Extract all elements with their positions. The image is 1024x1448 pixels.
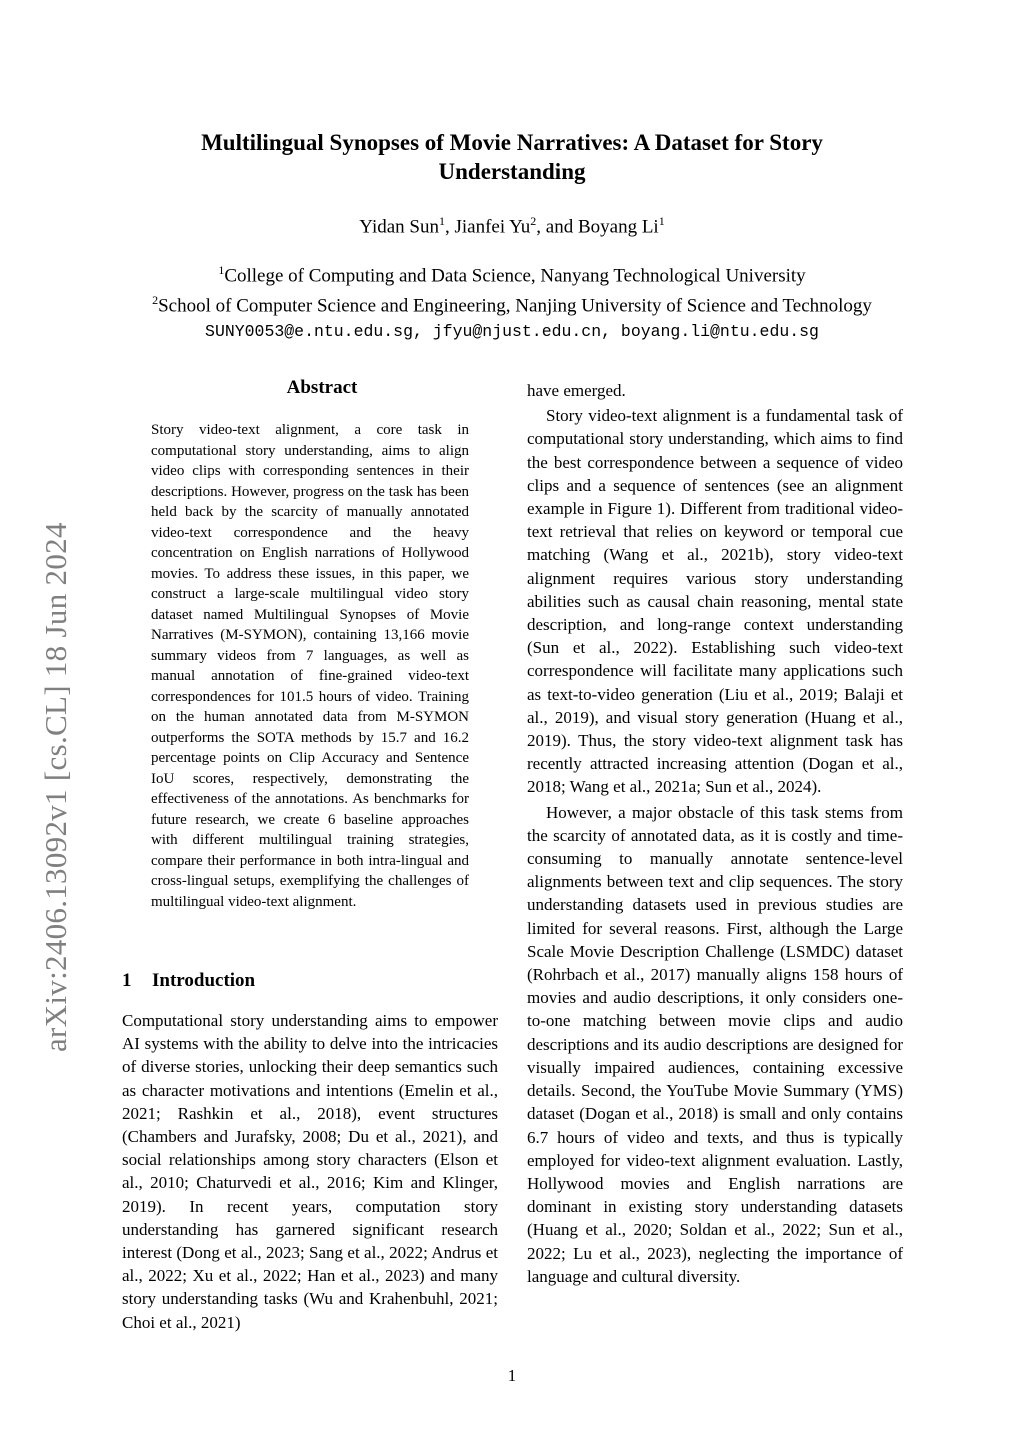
affiliation-1 xyxy=(0,258,1024,288)
author-3: , and Boyang Li xyxy=(536,216,659,238)
author-2-affil: 2 xyxy=(530,214,537,228)
author-2: , Jianfei Yu xyxy=(444,216,531,238)
right-column xyxy=(527,379,903,1288)
intro-paragraph-2: Story video-text alignment is a fundamental task of computational story understanding, which aims to find the best correspondence between a sequence of video clips and a sequence of sentences (see an alignment example in Figure 1). Different from traditional video-text retrieval that relies on keyword or temporal cue matching (Wang et al., 2021b), story video-text alignment requires various story understanding abilities such as causal chain reasoning, mental state description, and long-range context understanding (Sun et al., 2022). Establishing such video-text correspondence will facilitate many applications such as text-to-video generation (Liu et al., 2019; Balaji et al., 2019), and visual story generation (Huang et al., 2019). Thus, the story video-text alignment task has recently attracted increasing attention (Dogan et al., 2018; Wang et al., 2021a; Sun et al., 2024). xyxy=(527,406,903,797)
title-line-2: Understanding xyxy=(438,159,586,184)
intro-paragraph-1: Computational story understanding aims to empower AI systems with the ability to delve into the intricacies of diverse stories, unlocking their deep semantics such as character motivations and intentions (Emelin et al., 2021; Rashkin et al., 2018), event structures (Chambers and Jurafsky, 2008; Du et al., 2021), and social relationships among story characters (Elson et al., 2010; Chaturvedi et al., 2016; Kim and Klinger, 2019). In recent years, computation story understanding has garnered significant research interest (Dong et al., 2023; Sang et al., 2022; Andrus et al., 2022; Xu et al., 2022; Han et al., 2023) and many story understanding tasks (Wu and Krahenbuhl, 2021; Choi et al., 2021) xyxy=(122,1011,498,1332)
intro-paragraph-1-continued: have emerged. xyxy=(527,381,626,400)
author-list xyxy=(0,214,1024,238)
author-emails: SUNY0053@e.ntu.edu.sg, jfyu@njust.edu.cn, boyang.li@ntu.edu.sg xyxy=(205,321,819,341)
section-heading-introduction xyxy=(122,970,255,992)
paper-title xyxy=(0,128,1024,186)
affiliation-2-marker: 2 xyxy=(152,293,159,308)
title-line-1: Multilingual Synopses of Movie Narratives: A Dataset for Story xyxy=(201,130,823,155)
affiliation-2 xyxy=(0,288,1024,318)
affiliation-1-marker: 1 xyxy=(218,263,225,277)
author-1: Yidan Sun xyxy=(359,216,439,238)
abstract-body: Story video-text alignment, a core task in computational story understanding, aims to align video clips with corresponding sentences in their descriptions. However, progress on the task has been held back by the scarcity of manually annotated video-text correspondence and the heavy concentration on English narrations of Hollywood movies. To address these issues, in this paper, we construct a large-scale multilingual video story dataset named Multilingual Synopses of Movie Narratives (M-SYMON), containing 13,166 movie summary videos from 7 languages, as well as manual annotation of fine-grained video-text correspondences for 101.5 hours of video. Training on the human annotated data from M-SYMON outperforms the SOTA methods by 15.7 and 16.2 percentage points on Clip Accuracy and Sentence IoU scores, respectively, demonstrating the effectiveness of the annotations. As benchmarks for future research, we create 6 baseline approaches with different multilingual training strategies, compare their performance in both intra-lingual and cross-lingual setups, exemplifying the challenges of multilingual video-text alignment. xyxy=(151,422,469,910)
page-number: 1 xyxy=(507,1366,517,1385)
affiliations xyxy=(0,258,1024,344)
arxiv-identifier: arXiv:2406.13092v1 [cs.CL] 18 Jun 2024 xyxy=(38,522,73,1052)
author-3-affil: 1 xyxy=(658,214,665,228)
affiliation-2-text: School of Computer Science and Engineering, Nanjing University of Science and Technology xyxy=(158,295,872,317)
abstract-heading: Abstract xyxy=(286,377,358,398)
affiliation-1-text: College of Computing and Data Science, Nanyang Technological University xyxy=(224,265,806,287)
author-1-affil: 1 xyxy=(438,214,445,228)
section-number: 1 xyxy=(122,970,132,991)
section-title: Introduction xyxy=(152,970,256,991)
intro-paragraph-3: However, a major obstacle of this task stems from the scarcity of annotated data, as it is costly and time-consuming to manually annotate sentence-level alignments between text and clip sequences. The story understanding datasets used in previous studies are limited for several reasons. First, although the Large Scale Movie Description Challenge (LSMDC) dataset (Rohrbach et al., 2017) manually aligns 158 hours of movies and audio descriptions, it only considers one-to-one matching between movie clips and audio descriptions and its audio descriptions are designed for visually impaired audiences, containing excessive details. Second, the YouTube Movie Summary (YMS) dataset (Dogan et al., 2018) is small and only contains 6.7 hours of video and texts, and thus is typically employed for video-text alignment evaluation. Lastly, Hollywood movies and English narrations are dominant in existing story understanding datasets (Huang et al., 2020; Soldan et al., 2022; Sun et al., 2022; Lu et al., 2023), neglecting the importance of language and cultural diversity. xyxy=(527,802,903,1286)
